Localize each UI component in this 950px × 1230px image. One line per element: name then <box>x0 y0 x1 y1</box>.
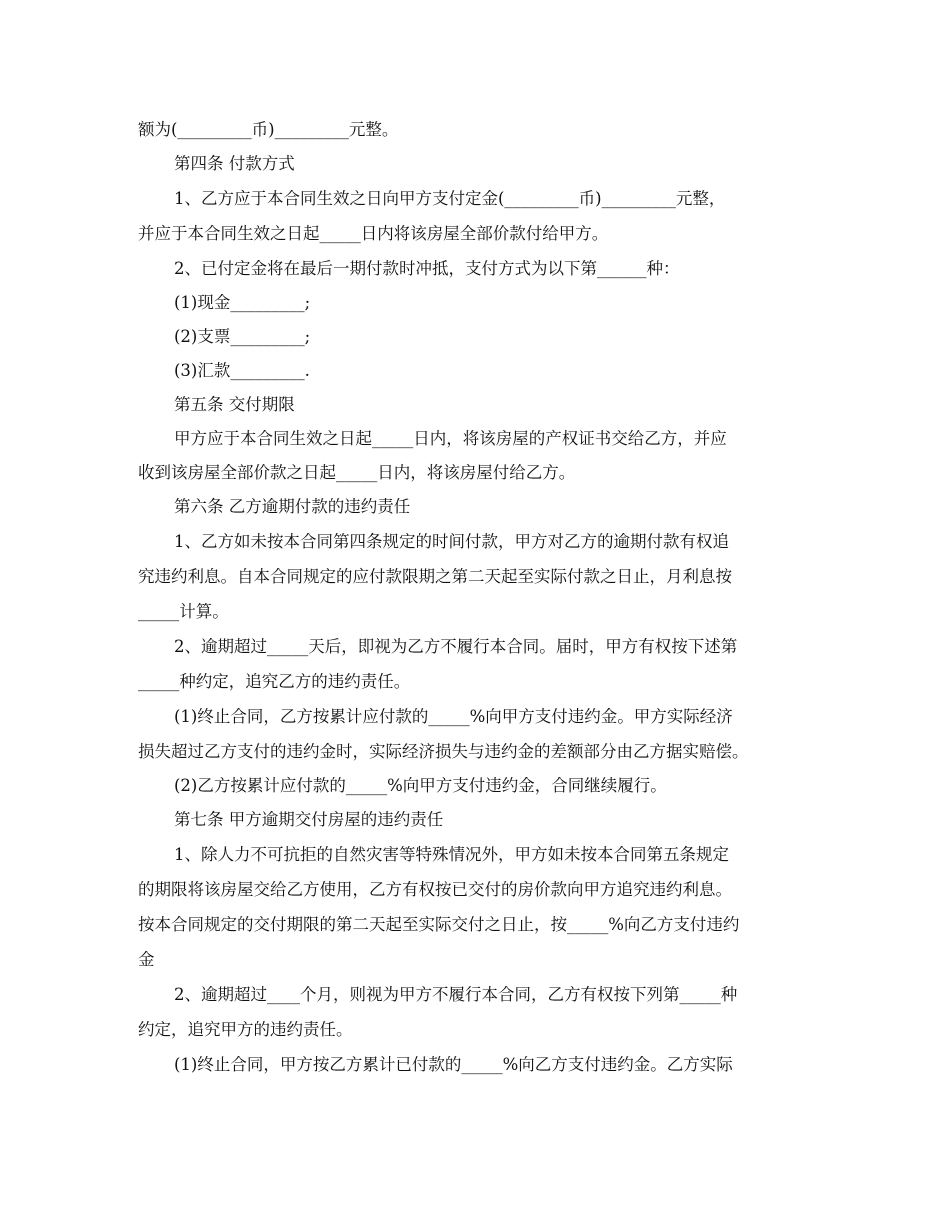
text-line: _____种约定，追究乙方的违约责任。 <box>138 672 411 691</box>
text-line: 约定，追究甲方的违约责任。 <box>138 1020 353 1039</box>
text-line: 的期限将该房屋交给乙方使用，乙方有权按已交付的房价款向甲方追究违约利息。 <box>138 880 732 899</box>
list-item: (3)汇款_________. <box>174 361 310 380</box>
text-line: (1)终止合同，甲方按乙方累计已付款的_____%向乙方支付违约金。乙方实际 <box>174 1055 733 1074</box>
text-line: 2、逾期超过_____天后，即视为乙方不履行本合同。届时，甲方有权按下述第 <box>174 637 738 656</box>
text-line: 2、已付定金将在最后一期付款时冲抵，支付方式为以下第______种： <box>174 259 680 278</box>
article-heading: 第七条 甲方逾期交付房屋的违约责任 <box>174 810 444 829</box>
text-line: 1、除人力不可抗拒的自然灾害等特殊情况外，甲方如未按本合同第五条规定 <box>174 845 729 864</box>
text-line: _____计算。 <box>138 602 229 621</box>
text-line: 甲方应于本合同生效之日起_____日内，将该房屋的产权证书交给乙方，并应 <box>174 429 727 448</box>
text-line: 并应于本合同生效之日起_____日内将该房屋全部价款付给甲方。 <box>138 224 609 243</box>
text-line: (1)终止合同，乙方按累计应付款的_____%向甲方支付违约金。甲方实际经济 <box>174 707 733 726</box>
text-line: 损失超过乙方支付的违约金时，实际经济损失与违约金的差额部分由乙方据实赔偿。 <box>138 742 749 761</box>
text-line: 1、乙方应于本合同生效之日向甲方支付定金(_________币)_________元整， <box>174 189 726 208</box>
text-line: 收到该房屋全部价款之日起_____日内，将该房屋付给乙方。 <box>138 463 576 482</box>
list-item: (1)现金_________; <box>174 293 311 312</box>
text-line: 究违约利息。自本合同规定的应付款限期之第二天起至实际付款之日止，月利息按 <box>138 567 732 586</box>
list-item: (2)支票_________; <box>174 327 311 346</box>
article-heading: 第四条 付款方式 <box>174 154 295 173</box>
article-heading: 第六条 乙方逾期付款的违约责任 <box>174 497 411 516</box>
text-line: 按本合同规定的交付期限的第二天起至实际交付之日止，按_____%向乙方支付违约 <box>138 915 740 934</box>
text-line: 2、逾期超过____个月，则视为甲方不履行本合同，乙方有权按下列第_____种 <box>174 985 738 1004</box>
text-line: (2)乙方按累计应付款的_____%向甲方支付违约金，合同继续履行。 <box>174 776 667 795</box>
text-line: 金 <box>138 950 155 969</box>
text-line: 额为(_________币)_________元整。 <box>138 120 399 139</box>
text-line: 1、乙方如未按本合同第四条规定的时间付款，甲方对乙方的逾期付款有权追 <box>174 532 729 551</box>
article-heading: 第五条 交付期限 <box>174 395 295 414</box>
